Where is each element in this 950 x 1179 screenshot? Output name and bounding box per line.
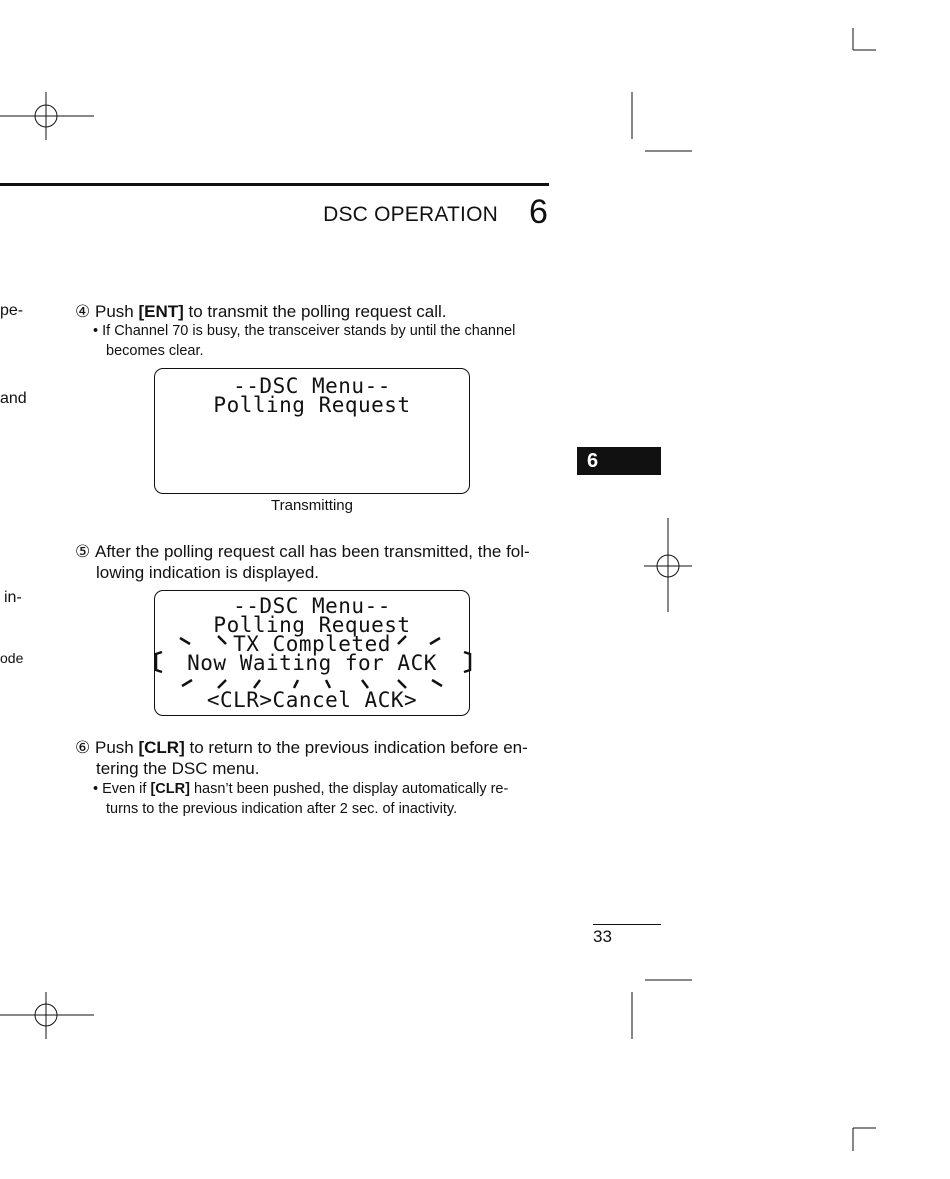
step-6-note: • Even if [CLR] hasn’t been pushed, the display automatically re- turns to the previous indication after 2 sec. of inactivity. xyxy=(93,781,509,817)
key-label: [ENT] xyxy=(138,302,184,321)
key-label: [CLR] xyxy=(138,738,185,757)
lcd-line: Polling Request xyxy=(213,613,411,637)
lcd-line: Now Waiting for ACK xyxy=(187,651,437,675)
lcd-line: --DSC Menu-- xyxy=(233,594,391,618)
step-number: ⑤ xyxy=(75,542,91,561)
blink-indicator-marks xyxy=(150,630,476,690)
header-rule xyxy=(0,183,549,186)
step-6: ⑥ Push [CLR] to return to the previous indication before en- tering the DSC menu. xyxy=(75,738,528,778)
chapter-tab: 6 xyxy=(577,447,661,475)
step-5: ⑤ After the polling request call has been transmitted, the fol- lowing indication is displayed. xyxy=(75,542,530,582)
page-number-rule xyxy=(593,924,661,925)
step-4: ④ Push [ENT] to transmit the polling request call. xyxy=(75,302,447,321)
cutoff-fragment: pe- xyxy=(0,302,24,319)
lcd-display-transmitting xyxy=(154,368,470,494)
lcd-line: TX Completed xyxy=(233,632,391,656)
cutoff-fragment: ode xyxy=(0,650,24,666)
section-number: 6 xyxy=(529,193,548,231)
cutoff-fragment: and xyxy=(0,390,27,407)
lcd-line: <CLR>Cancel ACK> xyxy=(206,688,418,712)
cutoff-fragment: in- xyxy=(4,589,22,606)
page-number: 33 xyxy=(593,927,612,946)
step-number: ④ xyxy=(75,302,91,321)
section-title: DSC OPERATION xyxy=(323,203,498,226)
lcd-line: Polling Request xyxy=(213,393,411,417)
step-4-note: • If Channel 70 is busy, the transceiver stands by until the channel becomes clear. xyxy=(93,323,516,359)
display-caption: Transmitting xyxy=(271,497,353,514)
step-number: ⑥ xyxy=(75,738,91,757)
key-label: [CLR] xyxy=(150,781,190,797)
lcd-line: --DSC Menu-- xyxy=(233,374,391,398)
